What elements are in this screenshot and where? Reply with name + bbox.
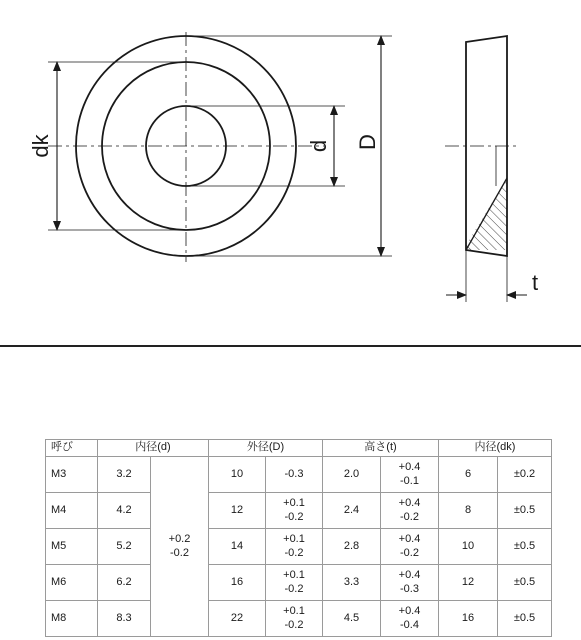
D-cell: 10 <box>209 457 266 493</box>
t-tolerance-cell: +0.4 -0.3 <box>381 565 439 601</box>
table-row <box>46 529 552 565</box>
D-cell: 16 <box>209 565 266 601</box>
table-row <box>46 457 552 493</box>
t-label: t <box>532 270 539 295</box>
D-cell: 22 <box>209 601 266 637</box>
dimension-labels <box>28 133 538 295</box>
header-inner-dk: 内径(dk) <box>439 440 552 457</box>
t-cell: 3.3 <box>323 565 381 601</box>
d-label: d <box>306 139 331 153</box>
dk-cell: 12 <box>439 565 498 601</box>
table-row <box>46 493 552 529</box>
side-view <box>445 36 527 302</box>
header-inner-d: 内径(d) <box>98 440 209 457</box>
D-cell: 12 <box>209 493 266 529</box>
d-cell: 5.2 <box>98 529 151 565</box>
d-tolerance-cell <box>151 457 209 637</box>
t-cell: 4.5 <box>323 601 381 637</box>
size-cell: M8 <box>46 601 98 637</box>
dk-tolerance-cell: ±0.5 <box>498 493 552 529</box>
D-tolerance-cell: +0.1 -0.2 <box>266 601 323 637</box>
D-cell: 14 <box>209 529 266 565</box>
dk-tolerance-cell: ±0.5 <box>498 565 552 601</box>
header-height-t: 高さ(t) <box>323 440 439 457</box>
t-tolerance-cell: +0.4 -0.1 <box>381 457 439 493</box>
header-outer-D: 外径(D) <box>209 440 323 457</box>
header-size: 呼び <box>46 440 98 457</box>
t-cell: 2.4 <box>323 493 381 529</box>
dk-cell: 16 <box>439 601 498 637</box>
dk-cell: 8 <box>439 493 498 529</box>
dk-tolerance-cell: ±0.2 <box>498 457 552 493</box>
size-cell: M3 <box>46 457 98 493</box>
dk-cell: 10 <box>439 529 498 565</box>
section-divider <box>0 345 581 347</box>
dk-tolerance-cell: ±0.5 <box>498 601 552 637</box>
d-cell: 4.2 <box>98 493 151 529</box>
dk-cell: 6 <box>439 457 498 493</box>
d-tolerance-plus: +0.2 <box>168 532 191 545</box>
d-cell: 8.3 <box>98 601 151 637</box>
D-tolerance-cell: -0.3 <box>266 457 323 493</box>
size-cell: M4 <box>46 493 98 529</box>
D-tolerance-cell: +0.1 -0.2 <box>266 493 323 529</box>
D-label: D <box>355 134 380 150</box>
d-tolerance-minus: -0.2 <box>170 546 189 559</box>
dk-label: dk <box>28 134 53 158</box>
D-tolerance-cell: +0.1 -0.2 <box>266 565 323 601</box>
size-cell: M5 <box>46 529 98 565</box>
d-cell: 6.2 <box>98 565 151 601</box>
size-cell: M6 <box>46 565 98 601</box>
D-tolerance-cell: +0.1 -0.2 <box>266 529 323 565</box>
front-view <box>48 32 325 262</box>
dk-tolerance-cell: ±0.5 <box>498 529 552 565</box>
t-tolerance-cell: +0.4 -0.4 <box>381 601 439 637</box>
table-row <box>46 601 552 637</box>
t-cell: 2.8 <box>323 529 381 565</box>
t-cell: 2.0 <box>323 457 381 493</box>
t-tolerance-cell: +0.4 -0.2 <box>381 529 439 565</box>
table-row <box>46 565 552 601</box>
table-header-row <box>46 440 552 457</box>
washer-spec-table <box>45 439 552 637</box>
d-cell: 3.2 <box>98 457 151 493</box>
t-tolerance-cell: +0.4 -0.2 <box>381 493 439 529</box>
